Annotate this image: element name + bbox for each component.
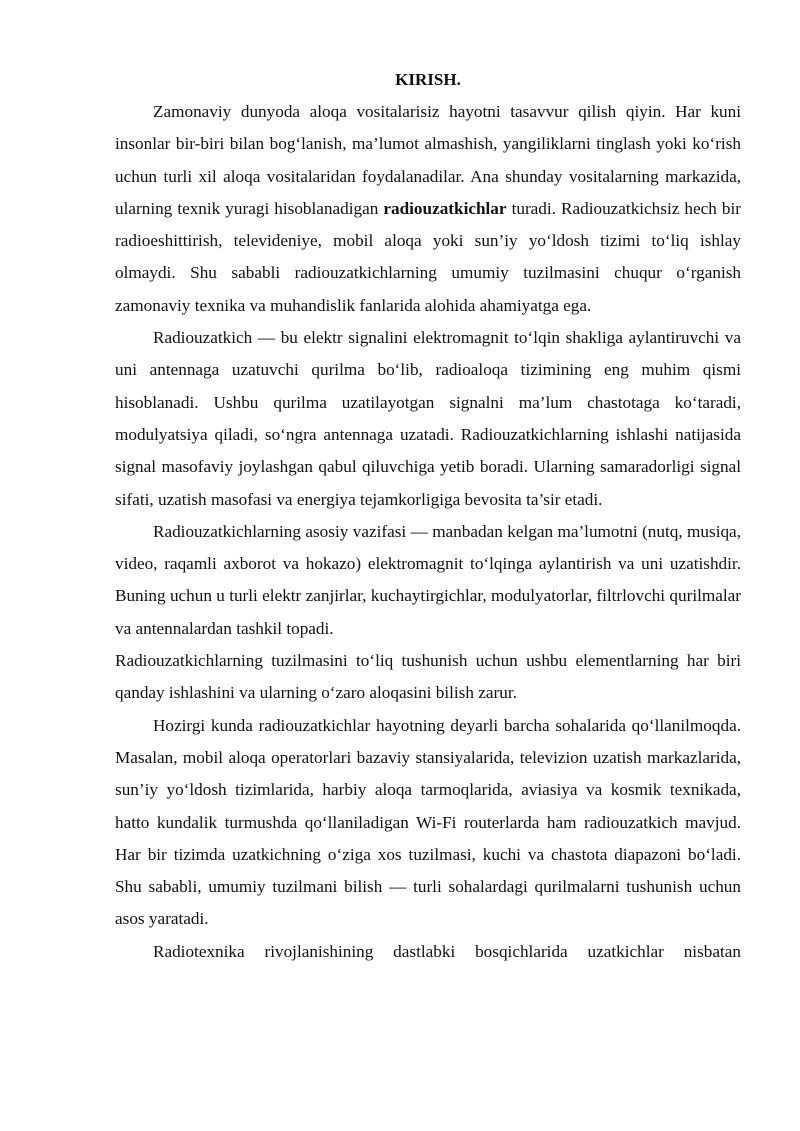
paragraph-1-text-end: turadi. Radiouzatkichsiz hech bir radioeshittirish, televideniye, mobil aloqa yoki sun’iy yo‘ldosh tizimi to‘liq ishlay olmaydi. Shu sababli radiouzatkichlarning umumiy tuzilmasini chuqur o‘rganish zamonaviy texnika va muhandislik fanlarida alohida ahamiyatga ega. <box>115 198 741 315</box>
paragraph-1 <box>115 96 741 322</box>
page-title: KIRISH. <box>395 70 461 89</box>
paragraph-3: Radiouzatkichlarning asosiy vazifasi — manbadan kelgan ma’lumotni (nutq, musiqa, video, raqamli axborot va hokazo) elektromagnit to‘lqinga aylantirish va uni uzatishdir. Buning uchun u turli elektr zanjirlar, kuchaytirgichlar, modulyatorlar, filtrlovchi qurilmalar va antennalardan tashkil topadi. <box>115 521 741 638</box>
bold-term: radiouzatkichlar <box>383 198 507 218</box>
paragraph-6: Radiotexnika rivojlanishining dastlabki bosqichlarida uzatkichlar nisbatan <box>153 941 741 961</box>
paragraph-4: Radiouzatkichlarning tuzilmasini to‘liq tushunish uchun ushbu elementlarning har biri qanday ishlashini va ularning o‘zaro aloqasini bilish zarur. <box>115 651 741 703</box>
paragraph-2: Radiouzatkich — bu elektr signalini elektromagnit to‘lqin shakliga aylantiruvchi va uni antennaga uzatuvchi qurilma bo‘lib, radioaloqa tizimining eng muhim qismi hisoblanadi. Ushbu qurilma uzatilayotgan signalni ma’lum chastotaga ko‘taradi, modulyatsiya qiladi, so‘ngra antennaga uzatadi. Radiouzatkichlarning ishlashi natijasida signal masofaviy joylashgan qabul qiluvchiga yetib boradi. Ularning samaradorligi signal sifati, uzatish masofasi va energiya tejamkorligiga bevosita ta’sir etadi. <box>115 328 741 509</box>
document-page <box>115 64 741 968</box>
paragraph-1-text-start: Zamonaviy dunyoda aloqa vositalarisiz hayotni tasavvur qilish qiyin. Har kuni insonlar bir-biri bilan bog‘lanish, ma’lumot almashish, yangiliklarni tinglash yoki ko‘rish uchun turli xil aloqa vositalaridan foydalanadilar. Ana shunday vositalarning markazida, ularning texnik yuragi hisoblanadigan <box>115 102 741 218</box>
paragraph-5: Hozirgi kunda radiouzatkichlar hayotning deyarli barcha sohalarida qo‘llanilmoqda. Masalan, mobil aloqa operatorlari bazaviy stansiyalarida, televizion uzatish markazlarida, sun’iy yo‘ldosh tizimlarida, harbiy aloqa tarmoqlarida, aviasiya va kosmik texnikada, hatto kundalik turmushda qo‘llaniladigan Wi-Fi routerlarda ham radiouzatkich mavjud. Har bir tizimda uzatkichning o‘ziga xos tuzilmasi, kuchi va chastota diapazoni bo‘ladi. Shu sababli, umumiy tuzilmani bilish — turli sohalardagi qurilmalarni tushunish uchun asos yaratadi. <box>115 715 741 929</box>
